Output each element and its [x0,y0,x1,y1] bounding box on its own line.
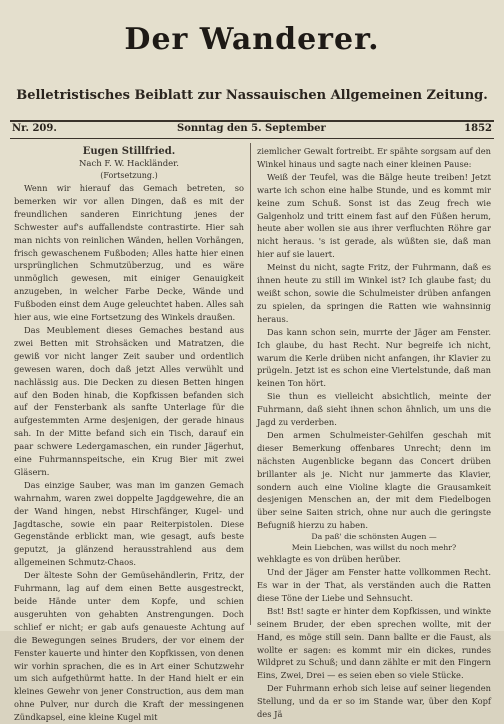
header-rule-bottom [10,138,494,139]
paragraph: Sie thun es vielleicht absichtlich, meinte der Fuhrmann, daß sieht ihnen schon ähnlich, um uns die Jagd zu verderben. [257,391,491,428]
paragraph: ziemlicher Gewalt fortreibt. Er spähte sorgsam auf den Winkel hinaus und sagte nach einer kleinen Pause: [257,146,491,169]
paragraph: Das Meublement dieses Gemaches bestand aus zwei Betten mit Strohsäcken und Matratzen, die gewiß vor nicht langer Zeit sauber und ordentlich gewesen waren, doch daß jetzt Alles verwühlt und nachlässig aus. Die Decken zu diesen Betten hingen auf den Boden hinab, die Kopfkissen befanden sich auf der Fensterbank als sanfte Unterlage für die aufgestemmten Arme desjenigen, der gerade hinaus sah. In der Mitte befand sich ein Tisch, darauf ein paar schwere Ledergamaschen, ein runder Jägerhut, eine Fuhrmannspeitsche, ein Krug Bier mit zwei Gläsern. [14,324,244,477]
column-divider [250,143,251,625]
story-continuation-note: (Fortsetzung.) [100,171,158,180]
paragraph: Das kann schon sein, murrte der Jäger am Fenster. Ich glaube, du hast Recht. Nur begreife ich nicht, warum die Kerle drüben nicht anfangen, ihr Klavier zu prügeln. Jetzt ist es schon eine Viertelstunde, daß man keinen Ton hört. [257,326,491,389]
paragraph: Der Fuhrmann erhob sich leise auf seiner liegenden Stellung, und da er so im Stande war, über den Kopf des Jä [257,683,491,720]
issue-date: Sonntag den 5. September [177,123,326,134]
paragraph: Meinst du nicht, sagte Fritz, der Fuhrmann, daß es ihnen heute zu still im Winkel ist? Ich glaube fast; du weißt schon, sowie die Schulmeister drüben anfangen zu spielen, da springen die Ratten wie wahnsinnig heraus. [257,262,491,324]
left-column [14,145,244,723]
masthead-subtitle: Belletristisches Beiblatt zur Nassauischen Allgemeinen Zeitung. [16,88,488,103]
paragraph: Und der Jäger am Fenster hatte vollkommen Recht. Es war in der That, als verständen auch die Ratten diese Töne der Liebe und Sehnsucht. [257,567,491,603]
issue-info-row [12,123,492,137]
paragraph: Weiß der Teufel, was die Bälge heute treiben! Jetzt warte ich schon eine halbe Stunde, und es kommt mir keine zum Schuß. Sonst ist das Zeug frech wie Galgenholz und tritt einem fast auf den Füßen herum, heute aber wollen sie aus ihrer verfluchten Röhre gar nicht heraus. 's ist gerade, als wüßten sie, daß man hier auf sie lauert. [257,171,491,260]
paragraph: wehklagte es von drüben herüber. [257,554,401,565]
header-rule-top [10,120,494,122]
paragraph: Der älteste Sohn der Gemüsehändlerin, Fritz, der Fuhrmann, lag auf dem einen Bette ausgestreckt, beide Hände unter dem Kopfe, und schien ausgeruhten von gehabten Anstrengungen. Doch schlief er nicht; er gab aufs genaueste Achtung auf die Bewegungen seines Bruders, der vor einem der Fenster kauerte und hinter den Kopfkissen, von denen wir vorhin sprachen, die es in Art einer Schutzwehr um sich aufgethürmt hatte. In der Hand hielt er ein kleines Gewehr von jener Construction, aus dem man ohne Pulver, nur durch die Kraft der messingenen Zündkapsel, eine kleine Kugel mit [14,570,244,723]
paragraph: Wenn wir hierauf das Gemach betreten, so bemerken wir vor allen Dingen, daß es mit der freundlichen sanderen Einrichtung jenes der Schwester auf's auffallendste contrastirte. Hier sah man nichts von reinlichen Wänden, hellen Vorhängen, frisch gewaschenem Fußboden; Alles hatte hier einen ursprünglichen Schmutzüberzug, und es wäre unmöglich gewesen, mit einiger Genauigkeit anzugeben, in welcher Farbe Decke, Wände und Fußboden einst dem Auge geleuchtet haben. Alles sah hier aus, wie eine Fortsetzung des Winkels draußen. [14,183,244,323]
paragraph: Den armen Schulmeister-Gehilfen geschah mit dieser Bemerkung offenbares Unrecht; denn im nächsten Augenblicke begann das Concert drüben brillanter als je. Nicht nur jammerte das Klavier, sondern auch eine Violine klagte die Grausamkeit desjenigen Menschen an, der mit dem Fiedelbogen über seine Saiten strich, ohne nur auch die geringste Befugniß hierzu zu haben. [257,429,491,531]
story-byline: Nach F. W. Hackländer. [78,159,180,169]
story-title: Eugen Stillfried. [82,146,176,157]
issue-number: Nr. 209. [12,123,57,134]
masthead-title: Der Wanderer. [124,22,380,57]
right-column [257,145,491,720]
issue-year: 1852 [464,123,492,134]
paragraph: Bst! Bst! sagte er hinter dem Kopfkissen, und winkte seinem Bruder, der eben sprechen wollte, mit der Hand, es möge still sein. Dann ballte er die Faust, als wollte er sagen: es kommt mir ein dickes, rundes Wildpret zu Schuß; und dann zählte er mit den Fingern Eins, Zwei, Drei — es seien eben so viele Stücke. [257,605,491,681]
song-verse-line: Mein Liebchen, was willst du noch mehr? [291,542,457,552]
song-verse-line: Da paß' die schönsten Augen — [311,532,437,542]
paragraph: Das einzige Sauber, was man im ganzen Gemach wahrnahm, waren zwei doppelte Jagdgewehre, die an der Wand hingen, nebst Hirschfänger, Kugel- und Jagdtasche, sowie ein paar Reiterpistolen. Diese Gegenstände erblickt man, wie gesagt, aufs beste geputzt, ja glänzend herausstrahlend aus dem allgemeinen Schmutz-Chaos. [14,479,244,568]
